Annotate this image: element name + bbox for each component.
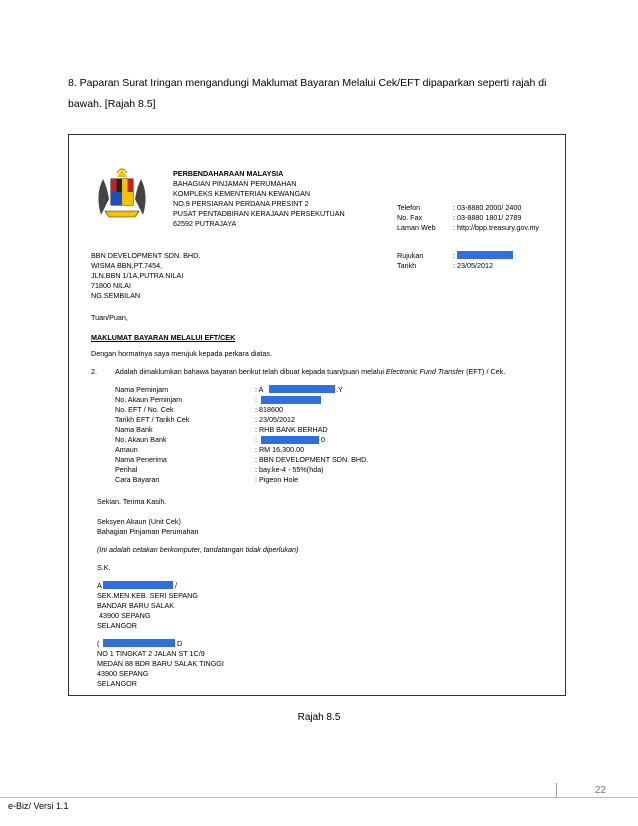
detail-label: Amaun xyxy=(115,445,138,454)
recipient-line: BBN DEVELOPMENT SDN. BHD. xyxy=(91,251,201,260)
contact-value: : http://bpp.treasury.gov.my xyxy=(453,223,540,232)
opening-line: Dengan hormatnya saya merujuk kepada perkara diatas. xyxy=(91,349,272,358)
closing-line: Sekian. Terima Kasih. xyxy=(97,497,167,506)
letter-image xyxy=(68,134,566,696)
cc-prefix: A xyxy=(97,581,102,590)
coat-of-arms-icon xyxy=(91,165,153,223)
figure-caption: Rajah 8.5 xyxy=(297,712,341,723)
redaction-block xyxy=(261,436,319,444)
recipient-line: WISMA BBN,PT.7454, xyxy=(91,261,163,270)
ref-value: : xyxy=(453,251,455,260)
cc-line: BANDAR BARU SALAK xyxy=(97,601,175,610)
recipient-line: NG.SEMBILAN xyxy=(91,291,141,300)
detail-label: No. Akaun Peminjam xyxy=(115,395,183,404)
detail-label: Nama Bank xyxy=(115,425,153,434)
detail-value: : xyxy=(255,435,257,444)
detail-value: : 23/05/2012 xyxy=(255,415,295,424)
detail-value: : A xyxy=(255,385,264,394)
letter-subject: MAKLUMAT BAYARAN MELALUI EFT/CEK xyxy=(91,333,236,342)
redaction-block xyxy=(103,581,173,589)
intro-paragraph xyxy=(68,73,588,115)
paragraph-number: 2. xyxy=(91,367,97,376)
salutation: Tuan/Puan, xyxy=(91,313,128,322)
ref-value: : 23/05/2012 xyxy=(453,261,493,270)
cc-line: 43900 SEPANG xyxy=(97,669,149,678)
detail-label: No. Akaun Bank xyxy=(115,435,167,444)
detail-label: Perihal xyxy=(115,465,138,474)
letterhead-line: PERBENDAHARAAN MALAYSIA xyxy=(173,169,284,178)
cc-line: SELANGOR xyxy=(97,621,137,630)
paragraph-end: (EFT) / Cek. xyxy=(466,367,506,376)
letterhead-line: KOMPLEKS KEMENTERIAN KEWANGAN xyxy=(173,189,311,198)
contact-label: Laman Web xyxy=(397,223,436,232)
detail-label: No. EFT / No. Cek xyxy=(115,405,174,414)
cc-heading: S.K. xyxy=(97,563,111,572)
letterhead-line: BAHAGIAN PINJAMAN PERUMAHAN xyxy=(173,179,297,188)
detail-value: : BBN DEVELOPMENT SDN. BHD. xyxy=(255,455,369,464)
detail-label: Tarikh EFT / Tarikh Cek xyxy=(115,415,190,424)
detail-label: Nama Peminjam xyxy=(115,385,169,394)
cc-line: SEK.MEN.KEB. SERI SEPANG xyxy=(97,591,198,600)
detail-value: : xyxy=(255,395,257,404)
intro-line-1: 8. Paparan Surat Iringan mengandungi Maklumat Bayaran Melalui Cek/EFT dipaparkan seperti rajah di xyxy=(68,77,547,89)
cc-line: 43900 SEPANG xyxy=(97,611,151,620)
intro-line-2: bawah. [Rajah 8.5] xyxy=(68,98,156,110)
cc-line: MEDAN 88 BDR BARU SALAK TINGGI xyxy=(97,659,224,668)
footer-version: e-Biz/ Versi 1.1 xyxy=(8,801,69,811)
signatory-line: Seksyen Akaun (Unit Cek) xyxy=(97,517,181,526)
cc-suffix: / xyxy=(175,581,177,590)
contact-label: No. Fax xyxy=(397,213,423,222)
paragraph-italic: Electronic Fund Transfer xyxy=(385,367,465,376)
cc-suffix: D xyxy=(177,639,183,648)
recipient-line: JLN.BBN 1/1A,PUTRA NILAI xyxy=(91,271,184,280)
recipient-line: 71800 NILAI xyxy=(91,281,131,290)
cc-line: NO 1 TINGKAT 2 JALAN ST 1C/9 xyxy=(97,649,205,658)
letterhead-line: PUSAT PENTADBIRAN KERAJAAN PERSEKUTUAN xyxy=(173,209,345,218)
detail-suffix: 0 xyxy=(321,435,325,444)
contact-value: : 03-8880 1801/ 2789 xyxy=(453,213,522,222)
detail-suffix: .Y xyxy=(336,385,343,394)
detail-value: : bay.ke-4 - 55%(hda) xyxy=(255,465,324,474)
contact-label: Telefon xyxy=(397,203,421,212)
detail-value: : Pigeon Hole xyxy=(255,475,299,484)
paragraph-text xyxy=(115,367,505,376)
detail-label: Cara Bayaran xyxy=(115,475,160,484)
ref-label: Rujukan xyxy=(397,251,424,260)
detail-label: Nama Penerima xyxy=(115,455,167,464)
letterhead-line: 62592 PUTRAJAYA xyxy=(173,219,237,228)
redaction-block xyxy=(103,639,175,647)
footer-divider xyxy=(0,797,638,798)
paragraph-body: Adalah dimaklumkan bahawa bayaran berikut telah dibuat kepada tuan/puan melalui xyxy=(115,367,384,376)
page-number: 22 xyxy=(594,785,606,796)
cc-prefix: ( xyxy=(97,639,100,648)
detail-value: : 818600 xyxy=(255,405,283,414)
computer-generated-note: (Ini adalah cetakan berkomputer, tandatangan tidak diperlukan) xyxy=(97,545,299,554)
redaction-block xyxy=(457,251,513,259)
signatory-line: Bahagian Pinjaman Perumahan xyxy=(97,527,199,536)
detail-value: : RHB BANK BERHAD xyxy=(255,425,328,434)
letterhead-line: NO.9 PERSIARAN PERDANA PRESINT 2 xyxy=(173,199,309,208)
redaction-block xyxy=(261,396,321,404)
redaction-block xyxy=(269,385,335,393)
detail-value: : RM 16,300.00 xyxy=(255,445,305,454)
contact-value: : 03-8880 2000/ 2400 xyxy=(453,203,522,212)
cc-line: SELANGOR xyxy=(97,679,137,688)
ref-label: Tarikh xyxy=(397,261,417,270)
